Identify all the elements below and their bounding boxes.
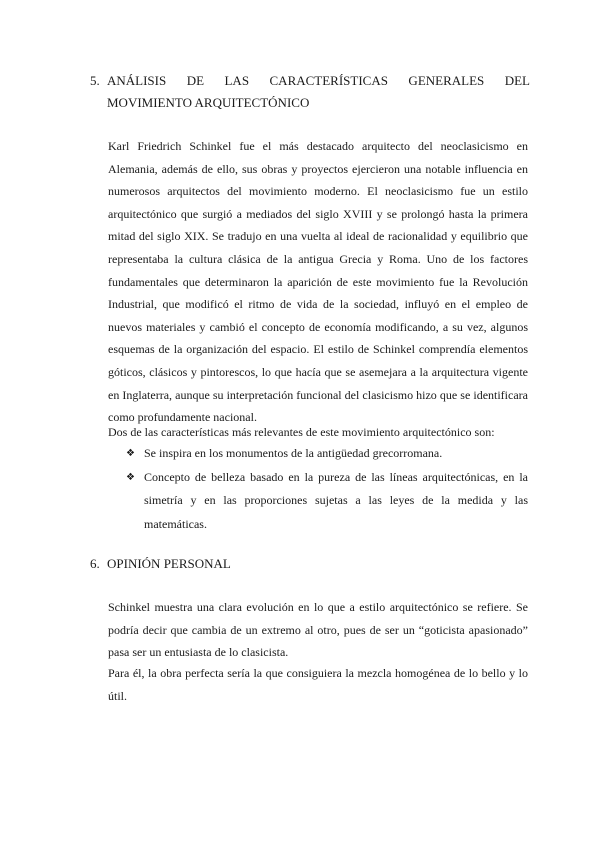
section-5-number: 5. <box>90 73 100 88</box>
section-5-paragraph: Karl Friedrich Schinkel fue el más destacado arquitecto del neoclasicismo en Alemania, además de ello, sus obras y proyectos ejercieron una notable influencia en numerosos arquitectos del movimiento moderno. El neoclasicismo fue un estilo arquitectónico que surgió a mediados del siglo XVIII y se prolongó hasta la primera mitad del siglo XIX. Se tradujo en una vuelta al ideal de racionalidad y equilibrio que representaba la cultura clásica de la antigua Grecia y Roma. Uno de los factores fundamentales que determinaron la aparición de este movimiento fue la Revolución Industrial, que modificó el ritmo de vida de la sociedad, influyó en el empleo de nuevos materiales y cambió el concepto de economía modificando, a su vez, algunos esquemas de la organización del espacio. El estilo de Schinkel comprendía elementos góticos, clásicos y pintorescos, lo que hacía que se asemejara a la arquitectura vigente en Inglaterra, aunque su interpretación funcional del clasicismo hizo que se identificara como profundamente nacional. <box>108 139 528 425</box>
list-item <box>126 466 528 537</box>
section-6-paragraph-1: Schinkel muestra una clara evolución en lo que a estilo arquitectónico se refiere. Se podría decir que cambia de un extremo al otro, pues de ser un “goticista apasionado” pasa ser un entusiasta de lo clasicista. <box>108 600 528 660</box>
section-6-paragraph-2: Para él, la obra perfecta sería la que consiguiera la mezcla homogénea de lo bello y lo útil. <box>108 666 528 703</box>
characteristics-list <box>126 442 528 536</box>
section-6-title: OPINIÓN PERSONAL <box>107 556 231 571</box>
section-5-intro: Dos de las características más relevantes de este movimiento arquitectónico son: <box>108 425 495 439</box>
section-6-heading <box>90 553 530 575</box>
diamond-bullet-icon: ❖ <box>126 471 135 483</box>
diamond-bullet-icon: ❖ <box>126 448 135 459</box>
list-item-text: Concepto de belleza basado en la pureza de las líneas arquitectónicas, en la simetría y en las proporciones sujetas a las leyes de la medida y las matemáticas. <box>144 469 528 531</box>
section-5-heading <box>90 70 530 114</box>
section-6-number: 6. <box>90 556 100 571</box>
list-item <box>126 442 528 466</box>
section-5-title: ANÁLISIS DE LAS CARACTERÍSTICAS GENERALES DEL MOVIMIENTO ARQUITECTÓNICO <box>107 73 530 110</box>
list-item-text: Se inspira en los monumentos de la antigüedad grecorromana. <box>144 446 443 460</box>
